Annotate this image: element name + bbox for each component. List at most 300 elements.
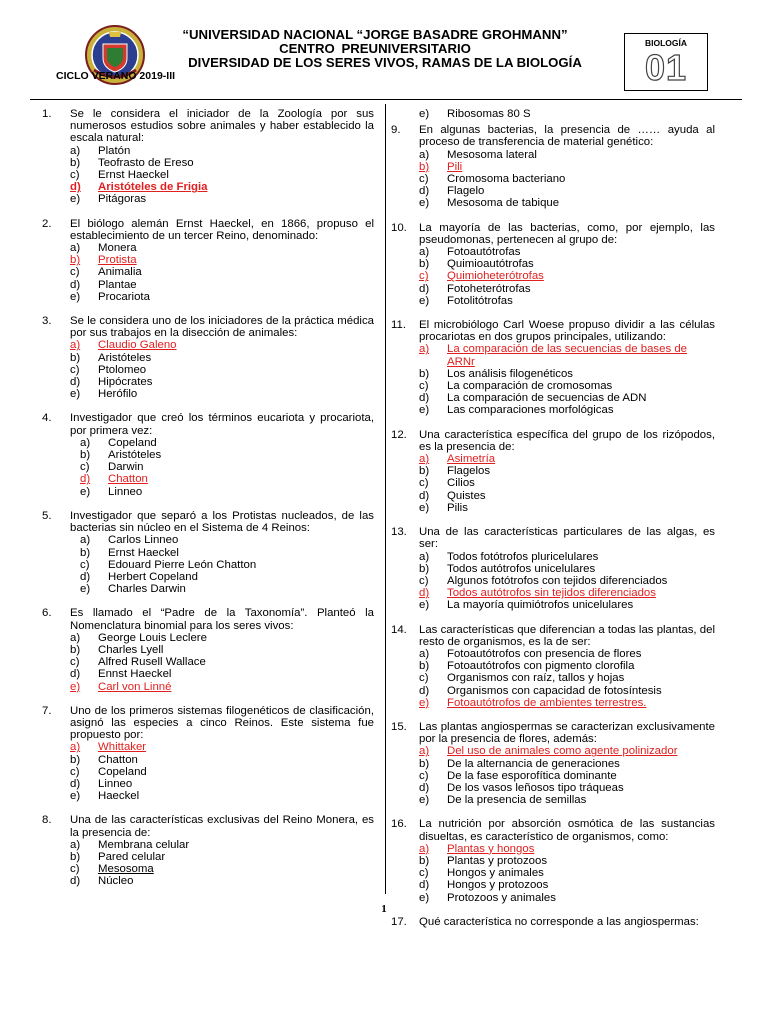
option-text: Fotoautótrofos de ambientes terrestres.	[447, 696, 647, 709]
question-number: 5.	[42, 509, 52, 522]
option-letter: d)	[419, 282, 430, 295]
option-item	[419, 173, 715, 185]
question-text: El biólogo alemán Ernst Haeckel, en 1866, propuso el establecimiento de un tercer Reino, denominado:	[70, 217, 374, 242]
option-letter: d)	[80, 473, 91, 486]
option-letter: a)	[70, 242, 81, 255]
option-letter: c)	[419, 574, 429, 587]
option-letter: b)	[419, 367, 430, 380]
option-item	[419, 368, 715, 380]
option-item	[70, 790, 374, 802]
option-text: La mayoría quimiótrofos unicelulares	[447, 599, 634, 612]
option-text: Aristóteles	[108, 449, 162, 462]
option-letter: d)	[70, 278, 81, 291]
question-number: 7.	[42, 704, 52, 717]
question-number: 8.	[42, 814, 52, 827]
option-list	[419, 246, 715, 307]
question-stem	[391, 721, 715, 745]
question-stem	[391, 222, 715, 246]
option-item	[419, 648, 715, 660]
question-12	[391, 429, 715, 514]
question-stem	[391, 818, 715, 842]
option-text: De la presencia de semillas	[447, 794, 587, 807]
option-text: Carl von Linné	[98, 680, 172, 693]
option-item	[70, 376, 374, 388]
question-text: Las plantas angiospermas se caracterizan exclusivamente por la presencia de flores, además:	[419, 720, 715, 746]
option-text: De los vasos leñosos tipo tráqueas	[447, 781, 624, 794]
question-6	[42, 607, 374, 692]
option-text: Ennst Haeckel	[98, 668, 172, 681]
option-list	[70, 741, 374, 802]
center-name: CENTRO PREUNIVERSITARIO	[279, 41, 471, 56]
option-text: Flagelo	[447, 185, 485, 198]
option-letter: a)	[70, 741, 81, 754]
option-text: Plantae	[98, 278, 137, 291]
option-item	[419, 879, 715, 891]
option-item	[419, 185, 715, 197]
option-letter: a)	[419, 246, 430, 259]
option-letter: a)	[419, 647, 430, 660]
column-divider	[385, 104, 386, 894]
subject-badge-number: 01	[644, 47, 688, 88]
option-letter: e)	[70, 290, 81, 303]
option-letter: e)	[80, 485, 91, 498]
option-text: Animalia	[98, 266, 142, 279]
question-text: En algunas bacterias, la presencia de …… ayuda al proceso de transferencia de material genético:	[419, 124, 715, 149]
option-letter: a)	[80, 534, 91, 547]
option-item	[70, 766, 374, 778]
option-item	[70, 839, 374, 851]
subject-badge-title: BIOLOGÍA	[644, 38, 688, 48]
option-letter: b)	[80, 449, 91, 462]
option-text: Copeland	[98, 765, 147, 778]
question-5	[42, 510, 374, 595]
option-item	[419, 892, 715, 904]
option-list	[419, 551, 715, 612]
question-number: 15.	[391, 720, 407, 733]
option-item	[419, 380, 715, 392]
option-letter: e)	[419, 501, 430, 514]
question-number: 14.	[391, 623, 407, 636]
option-letter: d)	[419, 879, 430, 892]
question-stem	[42, 705, 374, 742]
option-letter: b)	[419, 258, 430, 271]
option-text: Protista	[98, 254, 137, 267]
option-letter: d)	[419, 489, 430, 502]
option-letter: c)	[419, 672, 429, 685]
option-text: Darwin	[108, 461, 144, 474]
option-list	[70, 145, 374, 206]
option-item	[70, 193, 374, 205]
option-letter: b)	[419, 465, 430, 478]
option-text: Hongos y protozoos	[447, 879, 549, 892]
option-letter: b)	[70, 351, 81, 364]
option-letter: e)	[70, 790, 81, 803]
option-item	[70, 668, 374, 680]
option-item	[419, 246, 715, 258]
option-text: Haeckel	[98, 790, 140, 803]
option-letter: a)	[419, 343, 430, 356]
option-text: Las comparaciones morfológicas	[447, 404, 614, 417]
option-item	[80, 571, 374, 583]
option-item	[80, 461, 374, 473]
option-item	[419, 197, 715, 209]
option-item	[70, 778, 374, 790]
option-item	[70, 875, 374, 887]
option-letter: a)	[70, 838, 81, 851]
option-item	[419, 551, 715, 563]
question-9	[391, 124, 715, 209]
question-stem	[42, 412, 374, 436]
question-stem	[391, 429, 715, 453]
question-text: El microbiólogo Carl Woese propuso dividir a las células procariotas en dos grupos principales, utilizando:	[419, 319, 715, 344]
option-letter: d)	[70, 875, 81, 888]
option-letter: c)	[70, 765, 80, 778]
option-item	[70, 352, 374, 364]
option-item	[419, 843, 715, 855]
question-text: Qué característica no corresponde a las angiospermas:	[419, 915, 699, 928]
option-letter: c)	[70, 363, 80, 376]
option-text: Alfred Rusell Wallace	[98, 656, 206, 669]
option-letter: d)	[70, 376, 81, 389]
option-text: Algunos fotótrofos con tejidos diferenciados	[447, 574, 668, 587]
option-text: Herófilo	[98, 388, 138, 401]
option-item	[419, 745, 715, 757]
option-text: Charles Lyell	[98, 643, 164, 656]
left-column	[42, 108, 374, 900]
question-1	[42, 108, 374, 206]
question-3	[42, 315, 374, 400]
option-item	[419, 660, 715, 672]
option-text: Claudio Galeno	[98, 339, 177, 352]
question-text: Investigador que separó a los Protistas nucleados, de las bacterias sin núcleo en el Sistema de 4 Reinos:	[70, 509, 374, 535]
page-number: 1	[381, 903, 387, 915]
option-item	[419, 404, 715, 416]
option-item	[70, 339, 374, 351]
option-item	[80, 437, 374, 449]
option-text: Núcleo	[98, 875, 134, 888]
option-letter: c)	[419, 270, 429, 283]
option-letter: b)	[419, 854, 430, 867]
option-text: Ernst Haeckel	[108, 546, 179, 559]
question-stem	[391, 319, 715, 343]
option-letter: d)	[419, 587, 430, 600]
question-text: Uno de los primeros sistemas filogenéticos de clasificación, asignó las especies a cinco Reinos. Este sistema fue propuesto por:	[70, 704, 374, 742]
option-letter: a)	[419, 550, 430, 563]
question-number: 11.	[391, 319, 406, 332]
option-text: Ernst Haeckel	[98, 169, 169, 182]
option-item	[70, 632, 374, 644]
option-letter: d)	[70, 668, 81, 681]
option-text: Teofrasto de Ereso	[98, 156, 194, 169]
option-item	[80, 534, 374, 546]
question-text: Una de las características particulares de las algas, es ser:	[419, 526, 715, 551]
option-item	[419, 587, 715, 599]
option-text: Charles Darwin	[108, 583, 186, 596]
question-11	[391, 319, 715, 417]
question-8	[42, 814, 374, 887]
option-item	[70, 242, 374, 254]
question-stem	[42, 218, 374, 242]
question-text: Una característica específica del grupo de los rizópodos, es la presencia de:	[419, 428, 715, 453]
option-text: Fotolitótrofas	[447, 294, 513, 307]
option-text: Linneo	[108, 485, 143, 498]
option-text: Fotoautótrofos con pigmento clorofila	[447, 660, 635, 673]
option-item	[80, 583, 374, 595]
question-number: 3.	[42, 315, 52, 328]
option-text: Copeland	[108, 436, 157, 449]
option-text: Organismos con capacidad de fotosíntesis	[447, 684, 662, 697]
question-text: Se le considera el iniciador de la Zoología por sus numerosos estudios sobre animales y haber establecido la escala natural:	[70, 108, 374, 145]
option-text: Mesosoma de tabique	[447, 197, 560, 210]
option-item	[419, 672, 715, 684]
option-text: La comparación de secuencias de ADN	[447, 392, 647, 405]
option-item	[70, 388, 374, 400]
question-text: Las características que diferencian a todas las plantas, del resto de organismos, es la de ser:	[419, 623, 715, 648]
option-letter: e)	[70, 388, 81, 401]
option-list	[419, 343, 715, 416]
option-text: Todos fotótrofos pluricelulares	[447, 550, 599, 563]
option-text: Hipócrates	[98, 376, 153, 389]
option-text: Pared celular	[98, 850, 166, 863]
option-item	[70, 145, 374, 157]
option-text: Fotoheterótrofas	[447, 282, 531, 295]
question-number: 6.	[42, 607, 52, 620]
question-10	[391, 222, 715, 307]
option-item	[70, 754, 374, 766]
option-item	[419, 697, 715, 709]
option-item	[70, 863, 374, 875]
option-letter: c)	[70, 169, 80, 182]
option-list	[70, 339, 374, 400]
question-number: 2.	[42, 217, 52, 230]
option-text: Linneo	[98, 777, 133, 790]
question-stem	[391, 916, 715, 928]
option-item	[70, 181, 374, 193]
option-text: Plantas y hongos	[447, 842, 535, 855]
option-text: Hongos y animales	[447, 867, 544, 880]
option-letter: e)	[70, 680, 81, 693]
option-text: Pitágoras	[98, 193, 147, 206]
option-letter: e)	[419, 599, 430, 612]
option-item	[419, 490, 715, 502]
option-list	[419, 648, 715, 709]
document-title: DIVERSIDAD DE LOS SERES VIVOS, RAMAS DE LA BIOLOGÍA	[188, 55, 582, 70]
option-text: Procariota	[98, 290, 150, 303]
option-item	[419, 685, 715, 697]
option-item	[70, 254, 374, 266]
question-stem	[42, 510, 374, 534]
option-text: Cilios	[447, 477, 475, 490]
option-item	[70, 291, 374, 303]
option-item	[419, 782, 715, 794]
option-letter: d)	[419, 781, 430, 794]
cycle-label: CICLO VERANO 2019-III	[56, 70, 176, 82]
option-item	[419, 283, 715, 295]
question-stem	[391, 124, 715, 148]
option-text: Aristóteles de Frigia	[98, 181, 208, 194]
option-letter: e)	[419, 696, 430, 709]
option-item	[80, 449, 374, 461]
option-item	[419, 270, 715, 282]
option-letter: b)	[419, 757, 430, 770]
option-list	[80, 534, 374, 595]
header-divider	[30, 99, 742, 100]
option-list	[419, 149, 715, 210]
question-text: Una de las características exclusivas del Reino Monera, es la presencia de:	[70, 814, 374, 839]
option-letter: c)	[80, 558, 90, 571]
option-item	[419, 758, 715, 770]
option-letter: c)	[419, 769, 429, 782]
option-letter: c)	[70, 266, 80, 279]
option-letter: e)	[70, 193, 81, 206]
option-letter: c)	[419, 380, 429, 393]
option-letter: d)	[80, 570, 91, 583]
question-stem	[42, 108, 374, 145]
option-text: Membrana celular	[98, 838, 190, 851]
option-text: Whittaker	[98, 741, 147, 754]
option-item	[419, 770, 715, 782]
option-letter: c)	[70, 863, 80, 876]
question-number: 13.	[391, 526, 407, 539]
question-stem	[42, 315, 374, 339]
option-letter: e)	[419, 108, 430, 120]
option-letter: a)	[419, 453, 430, 466]
option-item	[419, 149, 715, 161]
option-letter: b)	[419, 160, 430, 173]
question-stem	[391, 526, 715, 550]
option-text: La comparación de las secuencias de bases de ARNr	[447, 343, 687, 368]
option-letter: d)	[419, 684, 430, 697]
option-text: George Louis Leclere	[98, 631, 207, 644]
option-letter: c)	[419, 173, 429, 186]
option-letter: e)	[419, 794, 430, 807]
option-text: Mesosoma lateral	[447, 148, 537, 161]
option-item	[70, 279, 374, 291]
option-item	[419, 599, 715, 611]
option-text: Quimioheterótrofas	[447, 270, 544, 283]
question-stem	[42, 607, 374, 631]
question-number: 9.	[391, 124, 401, 137]
option-text: Quimioautótrofas	[447, 258, 534, 271]
option-text: Fotoautótrofas	[447, 246, 521, 259]
option-letter: e)	[419, 404, 430, 417]
option-letter: a)	[80, 436, 91, 449]
option-text: Platón	[98, 144, 131, 157]
option-item	[419, 794, 715, 806]
question-text: La nutrición por absorción osmótica de las sustancias disueltas, es característico de organismos, como:	[419, 818, 715, 843]
option-item	[419, 161, 715, 173]
option-text: Mesosoma	[98, 863, 154, 876]
option-item	[80, 486, 374, 498]
question-stem	[391, 624, 715, 648]
option-item	[419, 563, 715, 575]
option-text: Cromosoma bacteriano	[447, 173, 566, 186]
option-item	[70, 644, 374, 656]
option-letter: a)	[70, 339, 81, 352]
question-number: 4.	[42, 412, 52, 425]
option-letter: b)	[70, 643, 81, 656]
option-letter: c)	[70, 656, 80, 669]
question-text: Es llamado el “Padre de la Taxonomía”. Planteó la Nomenclatura binomial para los seres vivos:	[70, 607, 374, 632]
option-item	[419, 502, 715, 514]
question-15	[391, 721, 715, 806]
option-item	[70, 266, 374, 278]
option-list	[70, 242, 374, 303]
option-text: Chatton	[108, 473, 148, 486]
option-letter: b)	[70, 753, 81, 766]
option-letter: b)	[80, 546, 91, 559]
option-text: Todos autótrofos sin tejidos diferenciados	[447, 587, 656, 600]
page-header	[0, 0, 768, 100]
option-item	[419, 453, 715, 465]
option-letter: c)	[80, 461, 90, 474]
option-item	[70, 169, 374, 181]
question-text: Se le considera uno de los iniciadores de la práctica médica por sus trabajos en la disección de animales:	[70, 315, 374, 340]
question-14	[391, 624, 715, 709]
option-letter: b)	[419, 660, 430, 673]
option-text: Pili	[447, 160, 463, 173]
option-item	[419, 258, 715, 270]
question-text: Investigador que creó los términos eucariota y procariota, por primera vez:	[70, 412, 374, 437]
option-letter: b)	[70, 254, 81, 267]
option-text: Del uso de animales como agente polinizador	[447, 745, 678, 758]
right-column	[391, 108, 715, 940]
option-list	[419, 843, 715, 904]
option-letter: b)	[70, 156, 81, 169]
option-letter: a)	[70, 631, 81, 644]
option-letter: b)	[419, 562, 430, 575]
option-item	[70, 364, 374, 376]
option-list	[419, 745, 715, 806]
subject-badge	[624, 33, 708, 91]
question-number: 10.	[391, 221, 407, 234]
option-text: Monera	[98, 242, 137, 255]
option-text: Protozoos y animales	[447, 891, 556, 904]
option-item	[419, 295, 715, 307]
option-letter: d)	[70, 777, 81, 790]
option-item	[419, 477, 715, 489]
option-item	[80, 559, 374, 571]
option-text: Quistes	[447, 489, 486, 502]
option-letter: c)	[419, 477, 429, 490]
option-letter: d)	[70, 181, 81, 194]
option-text: Fotoautótrofos con presencia de flores	[447, 647, 642, 660]
option-item	[70, 157, 374, 169]
question-7	[42, 705, 374, 803]
option-text: Aristóteles	[98, 351, 152, 364]
question-4	[42, 412, 374, 497]
option-item	[70, 681, 374, 693]
question-13	[391, 526, 715, 611]
option-item	[419, 575, 715, 587]
question-number: 16.	[391, 818, 407, 831]
option-text: Asimetría	[447, 453, 496, 466]
option-item	[419, 465, 715, 477]
option-letter: e)	[419, 891, 430, 904]
option-text: Chatton	[98, 753, 138, 766]
option-letter: a)	[419, 842, 430, 855]
option-text: Ptolomeo	[98, 363, 147, 376]
option-item	[419, 392, 715, 404]
option-text: Edouard Pierre León Chatton	[108, 558, 257, 571]
option-text: Herbert Copeland	[108, 570, 198, 583]
option-item	[70, 656, 374, 668]
option-list	[70, 632, 374, 693]
option-list	[419, 453, 715, 514]
option-item	[419, 867, 715, 879]
question-stem	[42, 814, 374, 838]
option-letter: a)	[419, 745, 430, 758]
